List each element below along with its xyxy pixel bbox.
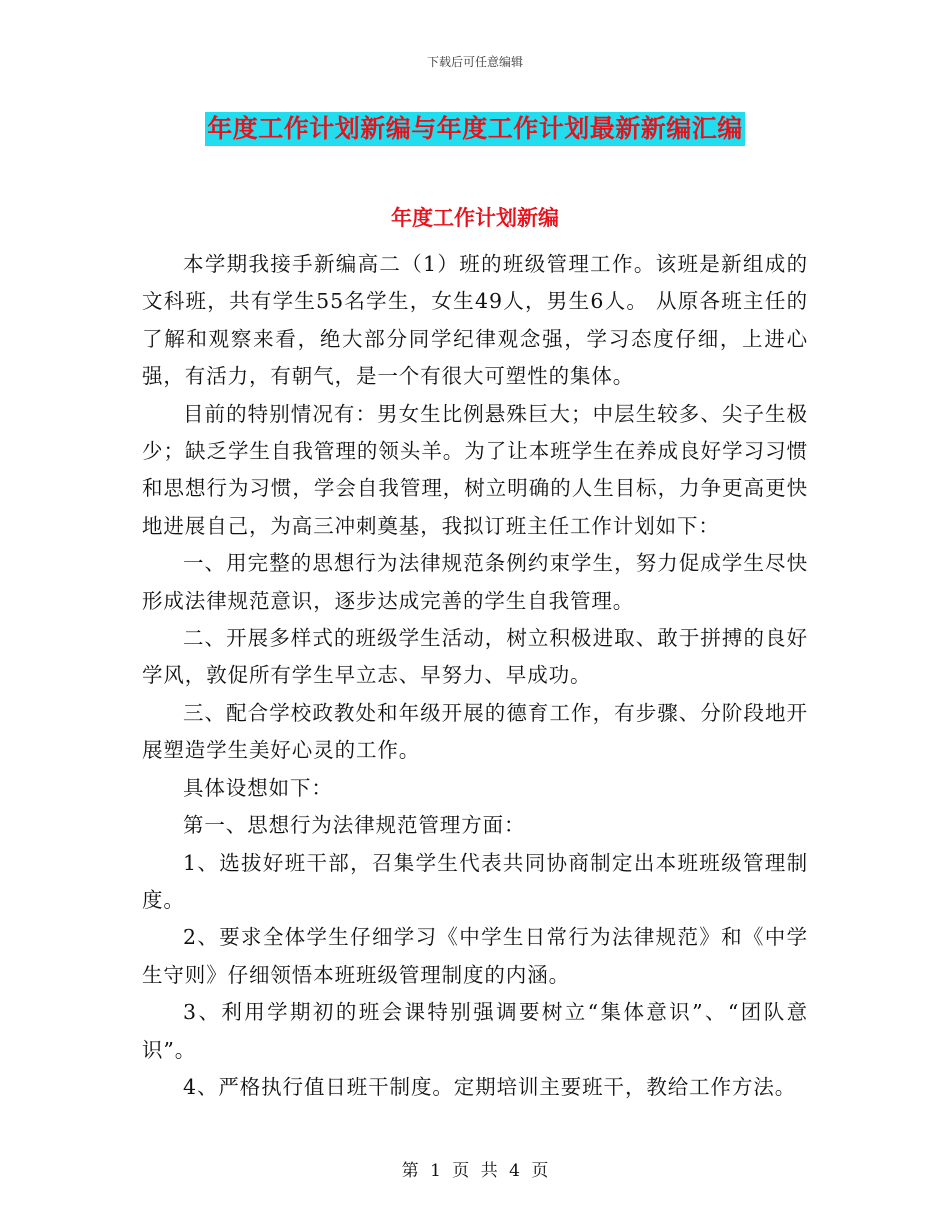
paragraph: 第一、思想行为法律规范管理方面： xyxy=(183,813,526,838)
section-title: 年度工作计划新编 xyxy=(391,206,559,230)
paragraph: 1、选拔好班干部，召集学生代表共同协商制定出本班班级管理制度。 xyxy=(142,850,808,912)
main-title: 年度工作计划新编与年度工作计划最新新编汇编 xyxy=(205,112,745,146)
paragraph: 本学期我接手新编高二（1）班的班级管理工作。该班是新组成的文科班，共有学生55名学生，女生49人，男生6人。 从原各班主任的了解和观察来看，绝大部分同学纪律观念强，学习态度仔细，上进心强，有活力，有朝气，是一个有很大可塑性的集体。 xyxy=(142,252,808,389)
document-body xyxy=(142,246,808,1106)
paragraph: 三、配合学校政教处和年级开展的德育工作，有步骤、分阶段地开展塑造学生美好心灵的工作。 xyxy=(142,700,808,763)
paragraph: 4、严格执行值日班干制度。定期培训主要班干，教给工作方法。 xyxy=(183,1074,797,1099)
paragraph: 2、要求全体学生仔细学习《中学生日常行为法律规范》和《中学生守则》仔细领悟本班班级管理制度的内涵。 xyxy=(142,925,808,987)
page-number-footer: 第 1 页 共 4 页 xyxy=(401,1161,549,1181)
main-title-container xyxy=(0,112,950,146)
paragraph: 目前的特别情况有：男女生比例悬殊巨大；中层生较多、尖子生极少；缺乏学生自我管理的领头羊。为了让本班学生在养成良好学习习惯和思想行为习惯，学会自我管理，树立明确的人生目标，力争更高更快地进展自己，为高三冲刺奠基，我拟订班主任工作计划如下： xyxy=(142,401,808,538)
paragraph: 3、利用学期初的班会课特别强调要树立“集体意识”、“团队意识”。 xyxy=(142,1000,808,1062)
paragraph: 具体设想如下： xyxy=(183,775,333,800)
header-note: 下载后可任意编辑 xyxy=(426,55,523,69)
paragraph: 一、用完整的思想行为法律规范条例约束学生，努力促成学生尽快形成法律规范意识，逐步达成完善的学生自我管理。 xyxy=(142,551,808,613)
paragraph: 二、开展多样式的班级学生活动，树立积极进取、敢于拼搏的良好学风，敦促所有学生早立志、早努力、早成功。 xyxy=(142,626,808,688)
